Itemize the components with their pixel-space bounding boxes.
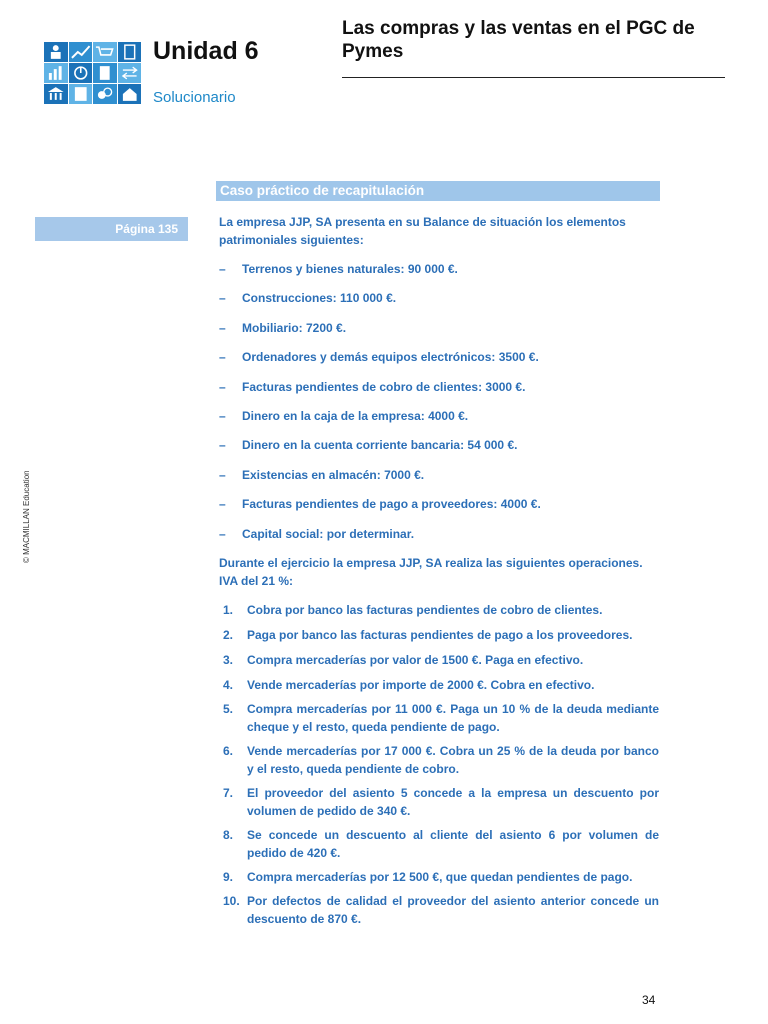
operation-text: Por defectos de calidad el proveedor del asiento anterior concede un descuento de 870 €. (247, 894, 659, 926)
balance-items-list (219, 262, 541, 556)
list-item (219, 291, 541, 320)
dash-marker: – (219, 467, 226, 482)
operation-text: Se concede un descuento al cliente del asiento 6 por volumen de pedido de 420 €. (247, 828, 659, 860)
operation-item (219, 601, 659, 619)
dash-marker: – (219, 408, 226, 423)
list-item (219, 527, 541, 556)
chart-bars-icon (44, 63, 68, 83)
bank-icon (44, 84, 68, 104)
operation-item (219, 742, 659, 778)
operation-text: Compra mercaderías por 12 500 €, que quedan pendientes de pago. (247, 870, 633, 884)
operation-text: Paga por banco las facturas pendientes de pago a los proveedores. (247, 628, 633, 642)
operation-text: Cobra por banco las facturas pendientes de cobro de clientes. (247, 603, 603, 617)
operation-number: 6. (223, 744, 234, 758)
operation-item (219, 892, 659, 928)
operation-number: 2. (223, 628, 234, 642)
operation-number: 4. (223, 678, 234, 692)
document-title: Las compras y las ventas en el PGC de Pymes (342, 18, 695, 62)
operations-list (219, 601, 659, 928)
intro-paragraph: La empresa JJP, SA presenta en su Balance de situación los elementos patrimoniales siguientes: (219, 215, 626, 247)
dash-marker: – (219, 320, 226, 335)
operation-text: Vende mercaderías por importe de 2000 €. Cobra en efectivo. (247, 678, 595, 692)
list-item-text: Ordenadores y demás equipos electrónicos: 3500 €. (242, 350, 539, 365)
invoice-icon (69, 84, 93, 104)
list-item (219, 468, 541, 497)
title-divider (342, 77, 725, 78)
list-item-text: Existencias en almacén: 7000 €. (242, 467, 425, 482)
house-icon (118, 84, 142, 104)
operations-intro: Durante el ejercicio la empresa JJP, SA realiza las siguientes operaciones. IVA del 21 %: (219, 556, 643, 588)
list-item-text: Facturas pendientes de cobro de clientes: 3000 €. (242, 379, 526, 394)
coins-icon (93, 84, 117, 104)
list-item (219, 438, 541, 467)
list-item-text: Capital social: por determinar. (242, 526, 415, 541)
dash-marker: – (219, 526, 226, 541)
operation-item (219, 826, 659, 862)
document-icon (118, 42, 142, 62)
operation-item (219, 868, 659, 886)
operation-item (219, 700, 659, 736)
growth-chart-icon (69, 42, 93, 62)
operation-number: 1. (223, 603, 234, 617)
list-item (219, 262, 541, 291)
cart-icon (93, 42, 117, 62)
list-item (219, 497, 541, 526)
operation-text: El proveedor del asiento 5 concede a la empresa un descuento por volumen de pedido de 340 €. (247, 786, 659, 818)
operation-number: 10. (223, 894, 240, 908)
operation-number: 9. (223, 870, 234, 884)
operation-number: 5. (223, 702, 234, 716)
list-item-text: Terrenos y bienes naturales: 90 000 €. (242, 262, 458, 276)
list-item (219, 321, 541, 350)
operation-number: 8. (223, 828, 234, 842)
pie-chart-icon (69, 63, 93, 83)
unit-subtitle: Solucionario (153, 89, 236, 106)
list-item-text: Mobiliario: 7200 €. (242, 320, 347, 335)
unit-title: Unidad 6 (153, 37, 259, 65)
operation-text: Vende mercaderías por 17 000 €. Cobra un 25 % de la deuda por banco y el resto, queda pendiente de cobro. (247, 744, 659, 776)
list-item (219, 409, 541, 438)
dash-marker: – (219, 350, 226, 365)
person-icon (44, 42, 68, 62)
operation-item (219, 651, 659, 669)
page-number: 34 (642, 993, 656, 1007)
exchange-icon (118, 63, 142, 83)
calculator-icon (93, 63, 117, 83)
dash-marker: – (219, 291, 226, 306)
list-item-text: Construcciones: 110 000 €. (242, 291, 397, 306)
copyright-note: © MACMILLAN Education (22, 470, 31, 563)
list-item-text: Facturas pendientes de pago a proveedores: 4000 €. (242, 497, 541, 512)
list-item (219, 350, 541, 379)
operation-number: 3. (223, 653, 234, 667)
operation-number: 7. (223, 786, 234, 800)
dash-marker: – (219, 262, 226, 276)
operation-item (219, 676, 659, 694)
list-item-text: Dinero en la cuenta corriente bancaria: 54 000 €. (242, 438, 518, 453)
section-heading: Caso práctico de recapitulación (216, 181, 660, 201)
dash-marker: – (219, 497, 226, 512)
operation-item (219, 626, 659, 644)
page-reference-tag: Página 135 (35, 217, 188, 241)
list-item-text: Dinero en la caja de la empresa: 4000 €. (242, 408, 469, 423)
list-item (219, 380, 541, 409)
operation-text: Compra mercaderías por 11 000 €. Paga un 10 % de la deuda mediante cheque y el resto, queda pendiente de pago. (247, 702, 659, 734)
dash-marker: – (219, 438, 226, 453)
dash-marker: – (219, 379, 226, 394)
operation-item (219, 784, 659, 820)
operation-text: Compra mercaderías por valor de 1500 €. Paga en efectivo. (247, 653, 584, 667)
unit-logo (44, 42, 141, 104)
